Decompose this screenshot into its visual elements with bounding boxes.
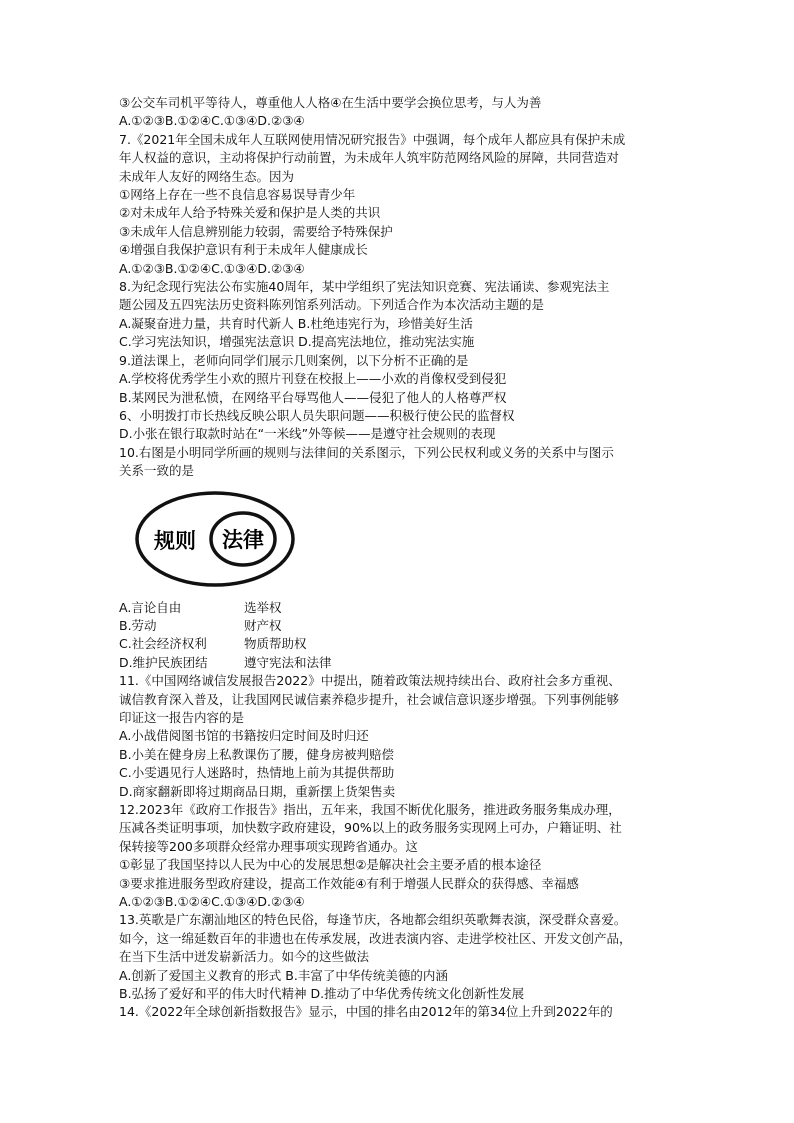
nested-oval-diagram	[133, 487, 303, 593]
text-line: A.创新了爱国主义教育的形式 B.丰富了中华传统美德的内涵	[119, 967, 448, 983]
text-line: C.小雯遇见行人迷路时，热情地上前为其提供帮助	[119, 765, 395, 781]
option-row	[119, 599, 679, 617]
text-line: 压减各类证明事项，加快数字政府建设，90%以上的政务服务实现网上可办，户籍证明、社	[119, 820, 622, 836]
option-right: 遵守宪法和法律	[244, 654, 332, 670]
text-line: B.弘扬了爱好和平的伟大时代精神 D.推动了中华优秀传统文化创新性发展	[119, 986, 525, 1002]
text-line: ③未成年人信息辨别能力较弱，需要给予特殊保护	[119, 223, 393, 239]
text-line: 6、小明拨打市长热线反映公职人员失职问题——积极行使公民的监督权	[119, 407, 515, 423]
option-right: 选举权	[244, 599, 282, 615]
text-line: D.小张在银行取款时站在“一米线”外等候——是遵守社会规则的表现	[119, 426, 496, 442]
text-line: 13.英歌是广东潮汕地区的特色民俗，每逢节庆，各地都会组织英歌舞表演，深受群众喜爱。	[119, 912, 627, 928]
text-line: 保转接等200多项群众经常办理事项实现跨省通办。这	[119, 838, 418, 854]
text-line: B.某网民为泄私愤，在网络平台辱骂他人——侵犯了他人的人格尊严权	[119, 389, 507, 405]
option-left: C.社会经济权利	[119, 636, 207, 652]
text-line: 年人权益的意识，主动将保护行动前置，为未成年人筑牢防范网络风险的屏障，共同营造对	[119, 150, 620, 166]
option-row	[119, 654, 679, 672]
text-line: 印证这一报告内容的是	[119, 709, 245, 725]
text-line: A.①②③B.①②④C.①③④D.②③④	[119, 260, 305, 276]
text-line: 如今，这一绵延数百年的非遗也在传承发展，改进表演内容、走进学校社区、开发文创产品，	[119, 930, 632, 946]
text-line: A.小战借阅图书馆的书籍按归定时间及时归还	[119, 728, 369, 744]
text-line: 7.《2021年全国未成年人互联网使用情况研究报告》中强调，每个成年人都应具有保护未成	[119, 131, 626, 147]
inner-label: 法律	[222, 527, 264, 552]
option-row	[119, 617, 679, 635]
text-line: 8.为纪念现行宪法公布实施40周年，某中学组织了宪法知识竞赛、宪法诵读、参观宪法主	[119, 279, 610, 295]
rule-law-diagram	[119, 487, 679, 597]
text-line: A.学校将优秀学生小欢的照片刊登在校报上——小欢的肖像权受到侵犯	[119, 371, 507, 387]
text-line: 关系一致的是	[119, 463, 195, 479]
text-line: ②对未成年人给予特殊关爱和保护是人类的共识	[119, 205, 381, 221]
text-line: A.①②③B.①②④C.①③④D.②③④	[119, 894, 305, 910]
text-line: A.①②③B.①②④C.①③④D.②③④	[119, 113, 305, 129]
option-left: B.劳动	[119, 617, 157, 633]
option-right: 财产权	[244, 617, 282, 633]
text-line: C.学习宪法知识，增强宪法意识 D.提高宪法地位，推动宪法实施	[119, 334, 475, 350]
text-block-top	[119, 94, 679, 481]
text-block-bottom	[119, 672, 679, 1022]
text-line: 12.2023年《政府工作报告》指出，五年来，我国不断优化服务，推进政务服务集成办理，	[119, 802, 621, 817]
text-line: 在当下生活中迸发崭新活力。如今的这些做法	[119, 949, 370, 965]
text-line: ③公交车司机平等待人，尊重他人人格④在生活中要学会换位思考，与人为善	[119, 95, 542, 110]
text-line: ④增强自我保护意识有利于未成年人健康成长	[119, 242, 368, 258]
text-line: ③要求推进服务型政府建设，提高工作效能④有利于增强人民群众的获得感、幸福感	[119, 875, 579, 891]
text-line: ①彰显了我国坚持以人民为中心的发展思想②是解决社会主要矛盾的根本途径	[119, 857, 542, 873]
question-content	[119, 94, 679, 1022]
text-line: 11.《中国网络诚信发展报告2022》中提出，随着政策法规持续出台、政府社会多方重视、	[119, 673, 621, 689]
text-line: 9.道法课上，老师向同学们展示几则案例，以下分析不正确的是	[119, 352, 469, 368]
option-row	[119, 635, 679, 653]
text-line: A.凝聚奋进力量，共育时代新人 B.杜绝违宪行为，珍惜美好生活	[119, 315, 473, 331]
text-line: B.小美在健身房上私教课伤了腰，健身房被判赔偿	[119, 746, 395, 762]
outer-label: 规则	[154, 528, 196, 553]
text-line: 10.右图是小明同学所画的规则与法律间的关系图示，下列公民权利或义务的关系中与图示	[119, 444, 614, 460]
text-line: 诚信教育深入普及，让我国网民诚信素养稳步提升，社会诚信意识逐步增强。下列事例能够	[119, 691, 620, 707]
option-left: A.言论自由	[119, 599, 182, 615]
text-line: ①网络上存在一些不良信息容易误导青少年	[119, 187, 356, 203]
option-right: 物质帮助权	[244, 636, 307, 652]
text-line: 题公园及五四宪法历史资料陈列馆系列活动。下列适合作为本次活动主题的是	[119, 297, 545, 313]
text-line: 14.《2022年全球创新指数报告》显示，中国的排名由2012年的第34位上升到2022年的	[119, 1004, 613, 1020]
text-line: D.商家翻新即将过期商品日期，重新摆上货架售卖	[119, 783, 396, 799]
text-line: 未成年人友好的网络生态。因为	[119, 168, 295, 184]
q10-options	[119, 599, 679, 673]
option-left: D.维护民族团结	[119, 654, 208, 670]
